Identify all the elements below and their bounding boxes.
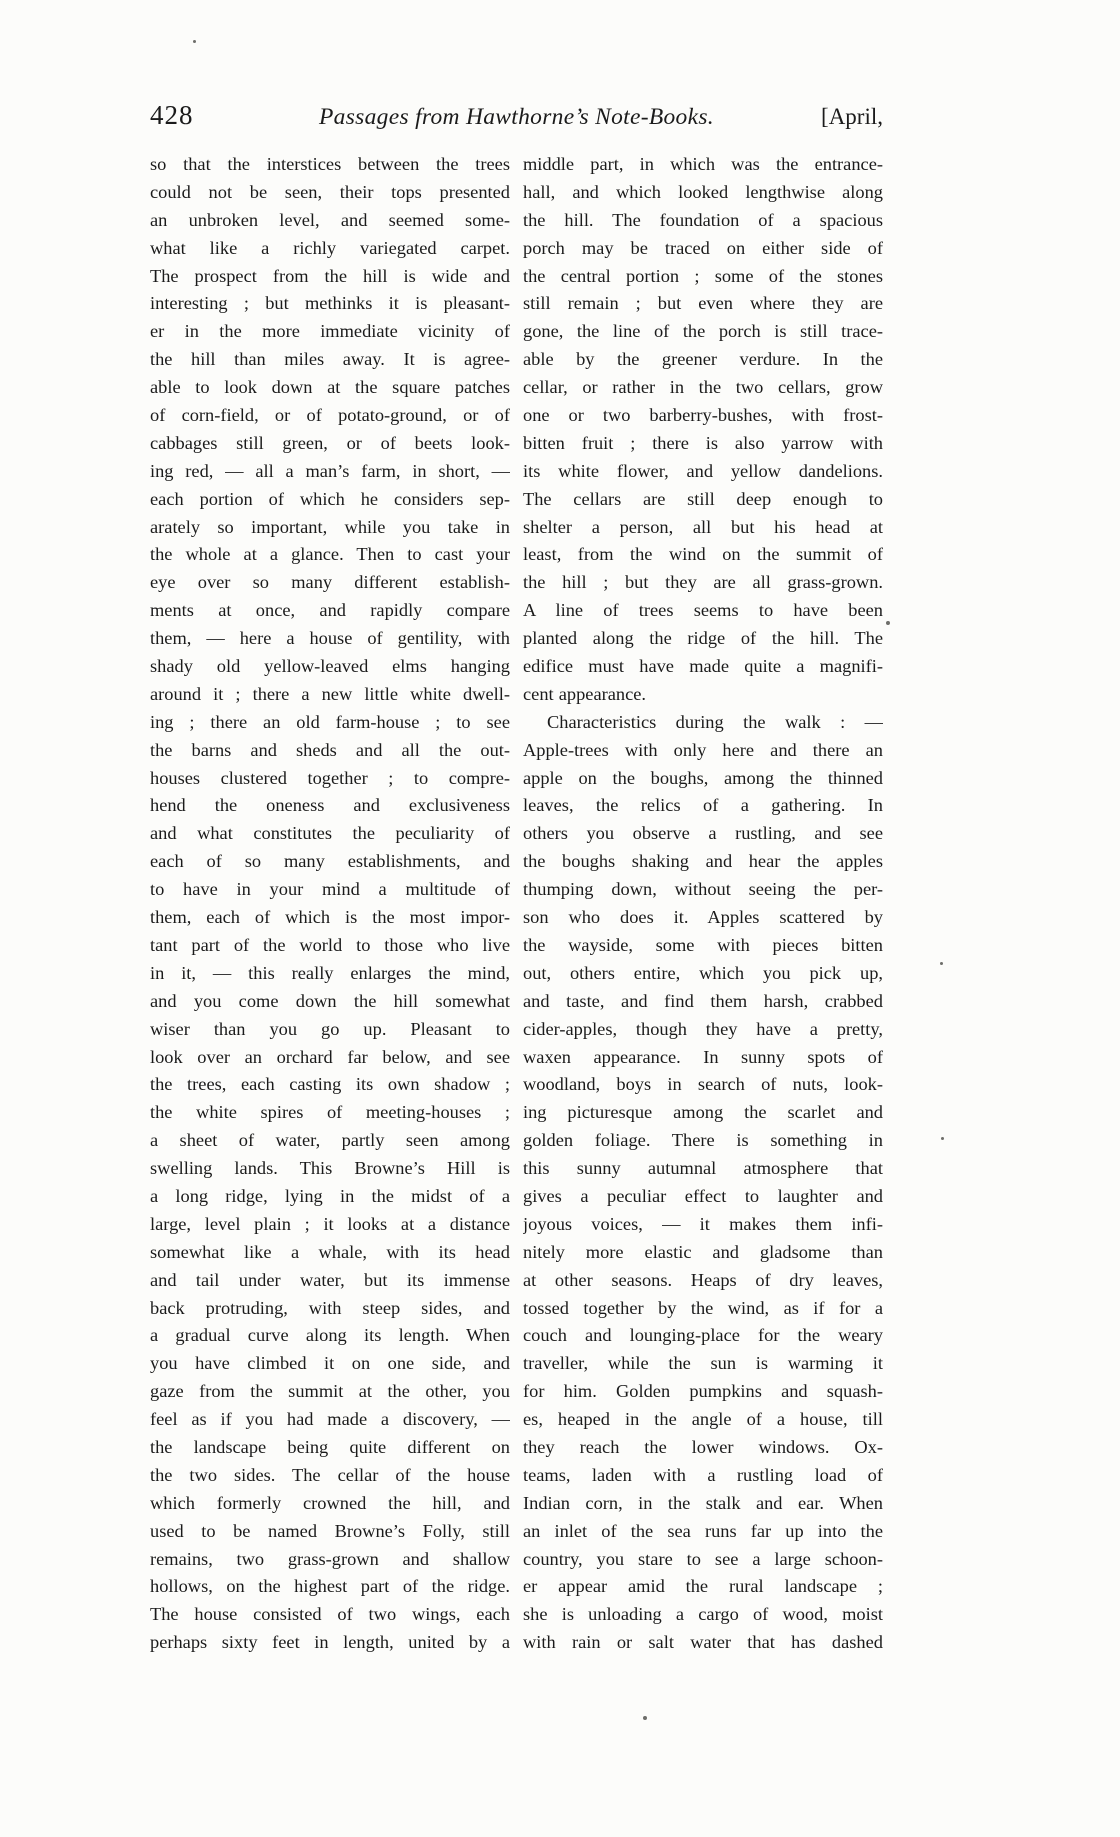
page-header: [150, 100, 883, 140]
text-line: hend the oneness and exclusiveness: [150, 795, 510, 816]
text-line: perhaps sixty feet in length, united by a: [150, 1632, 510, 1653]
text-line: you have climbed it on one side, and: [150, 1353, 510, 1374]
text-line: with rain or salt water that has dashed: [523, 1632, 883, 1653]
scan-speck: [941, 1137, 944, 1140]
text-line: shelter a person, all but his head at: [523, 516, 883, 537]
text-line: tant part of the world to those who live: [150, 934, 510, 955]
text-line: the two sides. The cellar of the house: [150, 1464, 510, 1485]
scan-speck: [193, 40, 196, 43]
text-line: edifice must have made quite a magnifi-: [523, 656, 883, 677]
text-line: and you come down the hill somewhat: [150, 990, 510, 1011]
text-line: out, others entire, which you pick up,: [523, 962, 883, 983]
text-line: A line of trees seems to have been: [523, 600, 883, 621]
text-line: for him. Golden pumpkins and squash-: [523, 1381, 883, 1402]
text-line: gaze from the summit at the other, you: [150, 1381, 510, 1402]
text-line: around it ; there a new little white dwell-: [150, 683, 510, 704]
text-line: gone, the line of the porch is still trace-: [523, 321, 883, 342]
text-line: look over an orchard far below, and see: [150, 1046, 510, 1067]
text-line: least, from the wind on the summit of: [523, 544, 883, 565]
text-line: The house consisted of two wings, each: [150, 1604, 510, 1625]
text-line: this sunny autumnal atmosphere that: [523, 1158, 883, 1179]
scan-speck: [886, 621, 890, 625]
text-line: the boughs shaking and hear the apples: [523, 851, 883, 872]
text-line: cellar, or rather in the two cellars, grow: [523, 377, 883, 398]
text-line: its white flower, and yellow dandelions.: [523, 460, 883, 481]
scan-speck: [643, 1716, 647, 1720]
text-line: The cellars are still deep enough to: [523, 488, 883, 509]
text-line: er appear amid the rural landscape ;: [523, 1576, 883, 1597]
text-line: an inlet of the sea runs far up into the: [523, 1520, 883, 1541]
text-line: houses clustered together ; to compre-: [150, 767, 510, 788]
text-line: wiser than you go up. Pleasant to: [150, 1018, 510, 1039]
text-block: [150, 151, 883, 1657]
text-line: waxen appearance. In sunny spots of: [523, 1046, 883, 1067]
text-line: the trees, each casting its own shadow ;: [150, 1074, 510, 1095]
text-line: hall, and which looked lengthwise along: [523, 181, 883, 202]
text-line: gives a peculiar effect to laughter and: [523, 1185, 883, 1206]
text-column-right: [523, 151, 883, 1657]
text-line: Indian corn, in the stalk and ear. When: [523, 1492, 883, 1513]
text-line: she is unloading a cargo of wood, moist: [523, 1604, 883, 1625]
text-line: to have in your mind a multitude of: [150, 879, 510, 900]
text-line: back protruding, with steep sides, and: [150, 1297, 510, 1318]
text-line: cabbages still green, or of beets look-: [150, 432, 510, 453]
text-line: The prospect from the hill is wide and: [150, 265, 510, 286]
text-line: a sheet of water, partly seen among: [150, 1130, 510, 1151]
text-line: large, level plain ; it looks at a distance: [150, 1213, 510, 1234]
text-line: used to be named Browne’s Folly, still: [150, 1520, 510, 1541]
text-line: the barns and sheds and all the out-: [150, 739, 510, 760]
text-line: couch and lounging-place for the weary: [523, 1325, 883, 1346]
text-line: woodland, boys in search of nuts, look-: [523, 1074, 883, 1095]
text-line: they reach the lower windows. Ox-: [523, 1436, 883, 1457]
text-line: the landscape being quite different on: [150, 1436, 510, 1457]
text-line: others you observe a rustling, and see: [523, 823, 883, 844]
text-line: each of so many establishments, and: [150, 851, 510, 872]
text-line: the whole at a glance. Then to cast your: [150, 544, 510, 565]
text-line: swelling lands. This Browne’s Hill is: [150, 1158, 510, 1179]
text-line: nitely more elastic and gladsome than: [523, 1241, 883, 1262]
text-line: thumping down, without seeing the per-: [523, 879, 883, 900]
text-line: hollows, on the highest part of the ridge.: [150, 1576, 510, 1597]
text-line: so that the interstices between the trees: [150, 154, 510, 174]
text-line: feel as if you had made a discovery, —: [150, 1409, 510, 1430]
text-line: arately so important, while you take in: [150, 516, 510, 537]
text-line: son who does it. Apples scattered by: [523, 907, 883, 928]
text-line: golden foliage. There is something in: [523, 1130, 883, 1151]
text-line: which formerly crowned the hill, and: [150, 1492, 510, 1513]
text-line: a gradual curve along its length. When: [150, 1325, 510, 1346]
text-line: the white spires of meeting-houses ;: [150, 1102, 510, 1123]
text-line: teams, laden with a rustling load of: [523, 1464, 883, 1485]
text-line: es, heaped in the angle of a house, till: [523, 1409, 883, 1430]
text-line: the wayside, some with pieces bitten: [523, 934, 883, 955]
text-line: able to look down at the square patches: [150, 377, 510, 398]
text-line: could not be seen, their tops presented: [150, 181, 510, 202]
text-line: what like a richly variegated carpet.: [150, 237, 510, 258]
text-line: ing red, — all a man’s farm, in short, —: [150, 460, 510, 481]
text-line: traveller, while the sun is warming it: [523, 1353, 883, 1374]
text-line: in it, — this really enlarges the mind,: [150, 962, 510, 983]
text-line: middle part, in which was the entrance-: [523, 154, 883, 174]
text-line: apple on the boughs, among the thinned: [523, 767, 883, 788]
text-line: an unbroken level, and seemed some-: [150, 209, 510, 230]
text-line: Characteristics during the walk : —: [547, 711, 883, 732]
text-line: them, — here a house of gentility, with: [150, 628, 510, 649]
text-line: cent appearance.: [523, 683, 647, 704]
text-line: eye over so many different establish-: [150, 572, 510, 593]
text-line: of corn-field, or of potato-ground, or of: [150, 405, 510, 426]
text-line: the hill than miles away. It is agree-: [150, 349, 510, 370]
text-line: still remain ; but even where they are: [523, 293, 883, 314]
text-line: ing ; there an old farm-house ; to see: [150, 711, 510, 732]
scan-speck: [940, 962, 943, 965]
text-line: cider-apples, though they have a pretty,: [523, 1018, 883, 1039]
text-line: joyous voices, — it makes them infi-: [523, 1213, 883, 1234]
text-line: the hill ; but they are all grass-grown.: [523, 572, 883, 593]
text-line: each portion of which he considers sep-: [150, 488, 510, 509]
text-line: ing picturesque among the scarlet and: [523, 1102, 883, 1123]
text-line: and taste, and find them harsh, crabbed: [523, 990, 883, 1011]
text-line: country, you stare to see a large schoon-: [523, 1548, 883, 1569]
text-line: Apple-trees with only here and there an: [523, 739, 883, 760]
text-line: them, each of which is the most impor-: [150, 907, 510, 928]
text-line: and tail under water, but its immense: [150, 1269, 510, 1290]
text-line: er in the more immediate vicinity of: [150, 321, 510, 342]
page-number: 428: [150, 100, 194, 130]
text-line: one or two barberry-bushes, with frost-: [523, 405, 883, 426]
text-line: the hill. The foundation of a spacious: [523, 209, 883, 230]
text-line: ments at once, and rapidly compare: [150, 600, 510, 621]
text-line: shady old yellow-leaved elms hanging: [150, 656, 510, 677]
issue-date: [April,: [821, 104, 883, 129]
text-line: planted along the ridge of the hill. The: [523, 628, 883, 649]
text-line: bitten fruit ; there is also yarrow with: [523, 432, 883, 453]
text-line: porch may be traced on either side of: [523, 237, 883, 258]
text-line: leaves, the relics of a gathering. In: [523, 795, 883, 816]
text-line: and what constitutes the peculiarity of: [150, 823, 510, 844]
text-line: the central portion ; some of the stones: [523, 265, 883, 286]
running-title: Passages from Hawthorne’s Note-Books.: [319, 104, 714, 130]
text-line: somewhat like a whale, with its head: [150, 1241, 510, 1262]
text-line: at other seasons. Heaps of dry leaves,: [523, 1269, 883, 1290]
text-line: able by the greener verdure. In the: [523, 349, 883, 370]
text-column-left: [150, 151, 510, 1657]
text-line: interesting ; but methinks it is pleasant-: [150, 293, 510, 314]
text-line: remains, two grass-grown and shallow: [150, 1548, 510, 1569]
text-line: a long ridge, lying in the midst of a: [150, 1185, 510, 1206]
text-line: tossed together by the wind, as if for a: [523, 1297, 883, 1318]
